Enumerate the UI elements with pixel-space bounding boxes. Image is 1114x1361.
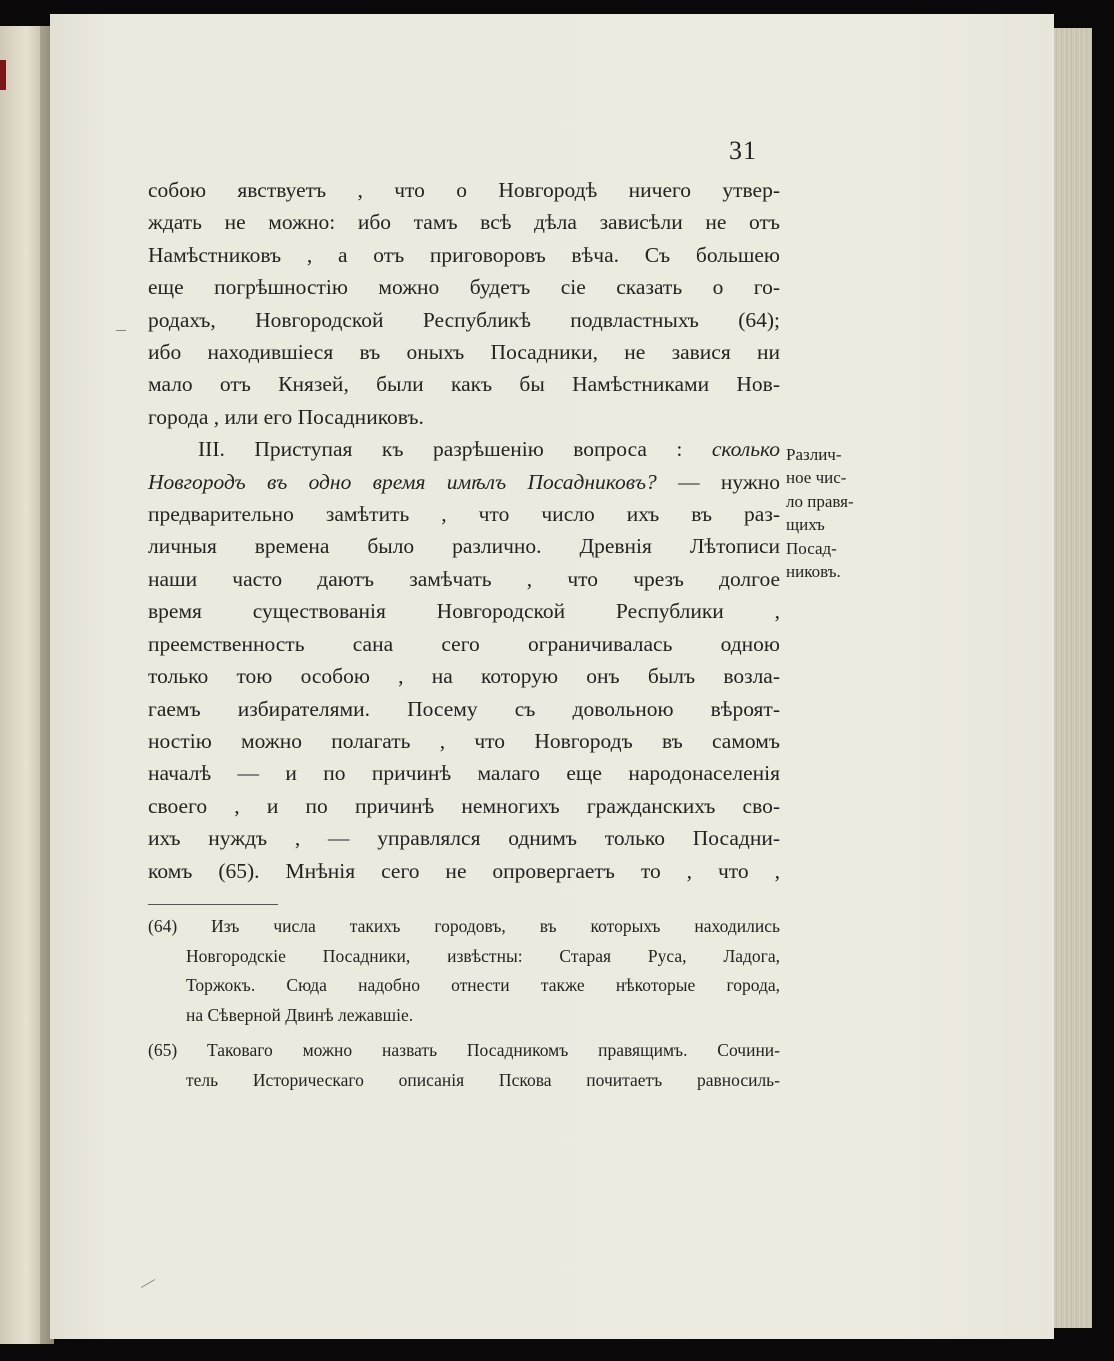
text-line: своего , и по причинѣ немногихъ гражданскихъ сво- xyxy=(148,793,780,818)
text-line: ностію можно полагать , что Новгородъ въ самомъ xyxy=(148,728,780,753)
italic-question: сколько xyxy=(711,437,780,462)
margin-note-line: никовъ. xyxy=(786,562,841,582)
margin-note-line: Посад- xyxy=(786,538,837,558)
text-line: собою явствуетъ , что о Новгородѣ ничего утвер- xyxy=(148,178,780,202)
footnote-mark: (65) xyxy=(148,1040,178,1060)
main-text-block xyxy=(148,174,780,887)
text-line: ихъ нуждъ , — управлялся однимъ только Посадни- xyxy=(148,826,780,851)
text-line: еще погрѣшностію можно будетъ сіе сказать о го- xyxy=(148,275,780,300)
text-line: ибо находившіеся въ оныхъ Посадники, не завися ни xyxy=(148,340,780,365)
text-line: Новгородъ въ одно время имѣлъ Посадниковъ? — нужно xyxy=(148,469,780,494)
text-line: мало отъ Князей, были какъ бы Намѣстниками Нов- xyxy=(148,372,780,397)
footnote-line: Новгородскіе Посадники, извѣстны: Старая Руса, Ладога, xyxy=(186,945,780,966)
text-line: Намѣстниковъ , а отъ приговоровъ вѣча. Съ большею xyxy=(148,242,780,267)
page-stack-edge xyxy=(1048,28,1092,1328)
text-line: только тою особою , на которую онъ былъ возла- xyxy=(148,664,780,689)
footnote-divider xyxy=(148,904,278,905)
page-mark xyxy=(116,330,126,331)
text-line: ждать не можно: ибо тамъ всѣ дѣла зависѣли не отъ xyxy=(148,210,780,235)
text-line: началѣ — и по причинѣ малаго еще народонаселенія xyxy=(148,761,780,786)
margin-note-line: Различ- xyxy=(786,445,842,464)
section-iii-line xyxy=(148,433,780,465)
text-line: комъ (65). Мнѣнія сего не опровергаетъ то , что , xyxy=(148,858,780,883)
footnote-line: (64) Изъ числа такихъ городовъ, въ которыхъ находились xyxy=(148,916,781,936)
text-line: гаемъ избирателями. Посему съ довольною вѣроят- xyxy=(148,696,780,721)
footnote-mark: (64) xyxy=(148,916,178,936)
text-line: личныя времена было различно. Древнія Лѣтописи xyxy=(148,534,780,559)
text-line: преемственность сана сего ограничивалась одною xyxy=(148,631,780,656)
margin-note-line: ло правя- xyxy=(786,491,854,511)
italic-question: Новгородъ въ одно время имѣлъ Посадниковъ? xyxy=(148,469,657,494)
page-number: 31 xyxy=(729,136,757,165)
text-line: предварительно замѣтить , что число ихъ въ раз- xyxy=(148,502,780,527)
footnote-line: тель Историческаго описанія Пскова почитаетъ равносиль- xyxy=(186,1069,780,1090)
bookmark-ribbon xyxy=(0,60,6,90)
footnote-line: (65) Таковаго можно назвать Посадникомъ правящимъ. Сочини- xyxy=(148,1040,781,1060)
text-line: III. Приступая къ разрѣшенію вопроса : сколько xyxy=(198,437,780,462)
footnote-64 xyxy=(148,912,780,1030)
footnotes-block xyxy=(148,912,780,1095)
text-line: наши часто даютъ замѣчать , что чрезъ долгое xyxy=(148,566,780,591)
margin-note-line: ное чис- xyxy=(786,468,847,488)
footnote-line: Торжокъ. Сюда надобно отнести также нѣкоторые города, xyxy=(186,975,780,995)
margin-note-line: щихъ xyxy=(786,515,825,535)
footnote-65 xyxy=(148,1036,780,1095)
margin-note xyxy=(786,443,870,583)
text-line: города , или его Посадниковъ. xyxy=(148,404,424,429)
text-line: время существованія Новгородской Республики , xyxy=(148,599,780,624)
footnote-line: на Сѣверной Двинѣ лежавшіе. xyxy=(186,1004,414,1025)
text-line: родахъ, Новгородской Республикѣ подвластныхъ (64); xyxy=(148,307,780,332)
